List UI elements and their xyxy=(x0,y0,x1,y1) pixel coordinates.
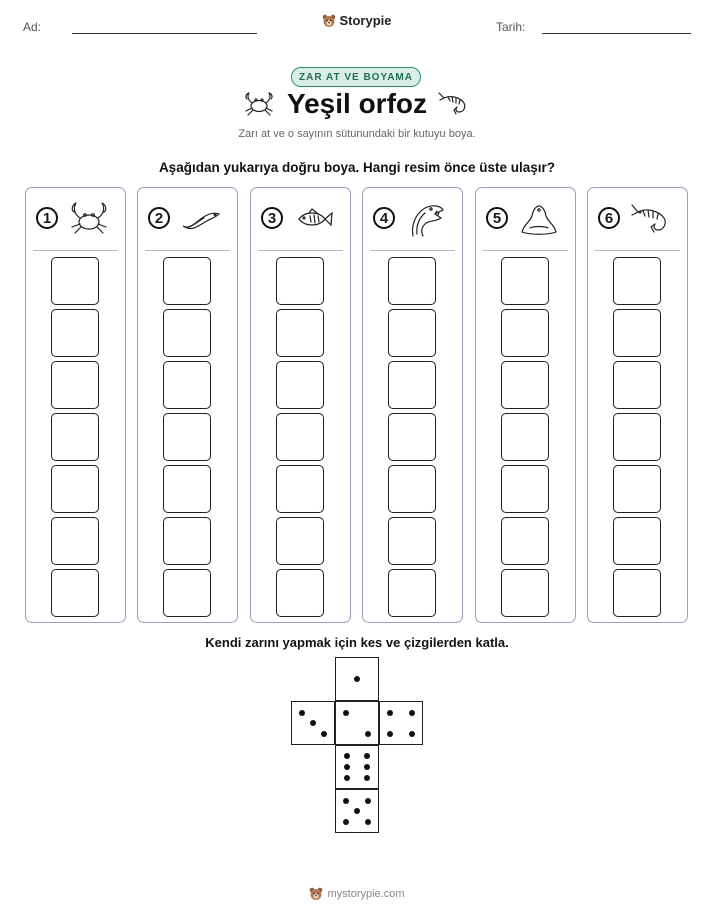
color-box[interactable] xyxy=(276,517,324,565)
die-pip xyxy=(387,710,393,716)
brand-name: Storypie xyxy=(339,13,392,28)
color-box[interactable] xyxy=(613,517,661,565)
fish-icon xyxy=(293,200,335,238)
color-box[interactable] xyxy=(388,413,436,461)
column-6 xyxy=(587,187,688,623)
color-box[interactable] xyxy=(276,569,324,617)
page-title: Yeşil orfoz xyxy=(286,88,428,119)
color-box[interactable] xyxy=(163,413,211,461)
die-pip xyxy=(354,676,360,682)
column-number: 6 xyxy=(598,207,620,229)
color-box[interactable] xyxy=(388,257,436,305)
column-5 xyxy=(475,187,576,623)
column-3 xyxy=(250,187,351,623)
color-box[interactable] xyxy=(51,569,99,617)
color-box[interactable] xyxy=(501,413,549,461)
sea-slug-icon xyxy=(518,200,560,238)
color-box[interactable] xyxy=(501,257,549,305)
column-header xyxy=(476,200,575,240)
column-header xyxy=(251,200,350,240)
column-divider xyxy=(595,250,680,251)
die-pip xyxy=(364,775,370,781)
color-box[interactable] xyxy=(613,361,661,409)
color-box[interactable] xyxy=(501,309,549,357)
subtitle: Zarı at ve o sayının sütunundaki bir kutuyu boya. xyxy=(238,128,476,140)
column-header xyxy=(138,200,237,240)
die-pip xyxy=(354,808,360,814)
die-pip xyxy=(409,710,415,716)
column-divider xyxy=(370,250,455,251)
column-number: 4 xyxy=(373,207,395,229)
color-box[interactable] xyxy=(51,465,99,513)
color-box[interactable] xyxy=(163,465,211,513)
column-number: 5 xyxy=(486,207,508,229)
die-pip xyxy=(364,753,370,759)
color-box[interactable] xyxy=(501,465,549,513)
color-box[interactable] xyxy=(51,361,99,409)
activity-badge: ZAR AT VE BOYAMA xyxy=(291,67,421,87)
color-box[interactable] xyxy=(613,465,661,513)
name-label: Ad: xyxy=(23,20,42,34)
die-pip xyxy=(344,753,350,759)
die-face-center xyxy=(335,701,379,745)
die-pip xyxy=(299,710,305,716)
color-box[interactable] xyxy=(388,361,436,409)
column-header xyxy=(588,200,687,240)
color-box[interactable] xyxy=(163,257,211,305)
shrimp-icon xyxy=(438,90,470,118)
die-pip xyxy=(344,775,350,781)
bear-face-icon xyxy=(309,887,323,901)
color-box[interactable] xyxy=(163,361,211,409)
color-box[interactable] xyxy=(276,257,324,305)
moray-eel-icon xyxy=(405,200,447,238)
color-box[interactable] xyxy=(51,413,99,461)
color-box[interactable] xyxy=(388,309,436,357)
color-box[interactable] xyxy=(51,517,99,565)
name-line[interactable] xyxy=(72,33,257,34)
column-divider xyxy=(258,250,343,251)
column-4 xyxy=(362,187,463,623)
column-divider xyxy=(33,250,118,251)
footer xyxy=(0,887,714,904)
color-box[interactable] xyxy=(501,517,549,565)
die-pip xyxy=(365,819,371,825)
die-pip xyxy=(409,731,415,737)
die-pip xyxy=(365,731,371,737)
eel-icon xyxy=(180,200,222,238)
column-number: 3 xyxy=(261,207,283,229)
color-box[interactable] xyxy=(388,569,436,617)
column-header xyxy=(26,200,125,240)
date-line[interactable] xyxy=(542,33,691,34)
die-pip xyxy=(343,798,349,804)
column-divider xyxy=(483,250,568,251)
instruction-text: Aşağıdan yukarıya doğru boya. Hangi resim önce üste ulaşır? xyxy=(158,160,556,175)
date-label: Tarih: xyxy=(496,20,526,34)
dice-caption: Kendi zarını yapmak için kes ve çizgilerden katla. xyxy=(205,635,509,650)
die-pip xyxy=(344,764,350,770)
column-header xyxy=(363,200,462,240)
die-pip xyxy=(364,764,370,770)
die-pip xyxy=(387,731,393,737)
column-number: 1 xyxy=(36,207,58,229)
die-pip xyxy=(321,731,327,737)
color-box[interactable] xyxy=(501,569,549,617)
color-box[interactable] xyxy=(501,361,549,409)
color-box[interactable] xyxy=(613,569,661,617)
color-box[interactable] xyxy=(51,257,99,305)
color-box[interactable] xyxy=(613,413,661,461)
color-box[interactable] xyxy=(613,257,661,305)
color-box[interactable] xyxy=(276,465,324,513)
color-box[interactable] xyxy=(388,517,436,565)
column-2 xyxy=(137,187,238,623)
die-face-top xyxy=(335,657,379,701)
column-divider xyxy=(145,250,230,251)
color-box[interactable] xyxy=(276,309,324,357)
color-box[interactable] xyxy=(51,309,99,357)
bear-face-icon xyxy=(322,14,336,28)
die-face-right xyxy=(379,701,423,745)
brand-logo xyxy=(0,13,714,31)
column-1 xyxy=(25,187,126,623)
die-pip xyxy=(343,710,349,716)
die-face-left xyxy=(291,701,335,745)
column-number: 2 xyxy=(148,207,170,229)
die-pip xyxy=(343,819,349,825)
die-pip xyxy=(365,798,371,804)
color-box[interactable] xyxy=(163,517,211,565)
footer-url[interactable]: mystorypie.com xyxy=(327,888,405,900)
crab-icon xyxy=(68,200,110,238)
die-face-bottom xyxy=(335,789,379,833)
color-box[interactable] xyxy=(276,413,324,461)
color-box[interactable] xyxy=(276,361,324,409)
color-box[interactable] xyxy=(163,569,211,617)
die-pip xyxy=(310,720,316,726)
color-box[interactable] xyxy=(613,309,661,357)
shrimp-icon xyxy=(630,200,672,238)
color-box[interactable] xyxy=(388,465,436,513)
die-face-lower xyxy=(335,745,379,789)
color-box[interactable] xyxy=(163,309,211,357)
